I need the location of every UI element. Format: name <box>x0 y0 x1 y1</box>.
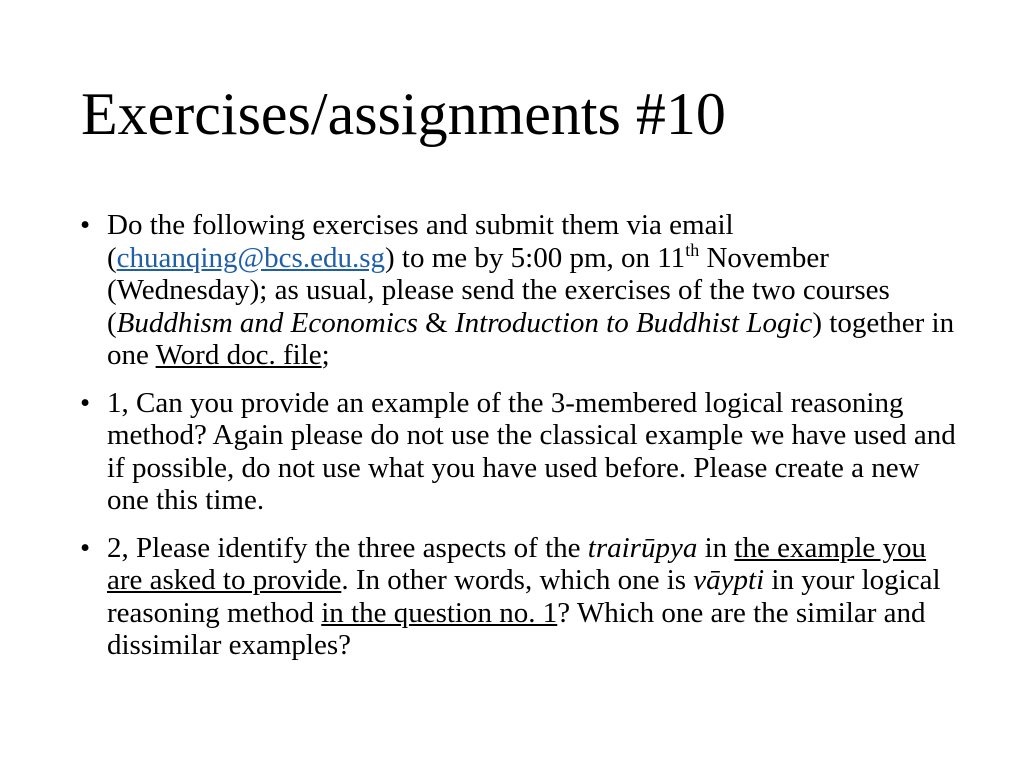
bullet-icon: • <box>80 386 91 419</box>
text-segment: . In other words, which one is <box>341 564 694 596</box>
underlined-phrase: in the question no. 1 <box>321 596 558 629</box>
text-segment: 2, Please identify the three aspects of the <box>107 531 588 564</box>
course-name-logic: Introduction to Buddhist Logic <box>454 306 813 339</box>
ordinal-superscript: th <box>685 239 700 260</box>
bullet-text <box>107 532 960 662</box>
text-segment: ) to me by 5:00 pm, on 11 <box>385 241 686 274</box>
text-segment: ? Which one are the similar and dissimilar examples? <box>107 596 926 661</box>
file-type-emphasis: Word doc. file <box>155 339 322 371</box>
course-name-economics: Buddhism and Economics <box>116 306 418 339</box>
text-segment: & <box>417 306 455 339</box>
text-segment: ; <box>321 339 330 371</box>
bullet-text <box>107 209 960 372</box>
email-link[interactable]: chuanqing@bcs.edu.sg <box>116 241 385 274</box>
text-segment: in <box>697 531 735 564</box>
text-segment: Do the following exercises and submit them via email ( <box>107 209 734 274</box>
bullet-item-question-1 <box>80 387 960 517</box>
bullet-icon: • <box>80 531 91 564</box>
bullet-item-submission <box>80 209 960 372</box>
bullet-text: 1, Can you provide an example of the 3-membered logical reasoning method? Again please do not use the classical example we have used and if possible, do not use what you have used before. Please create a new one this time. <box>107 386 956 516</box>
text-segment: in your logical reasoning method <box>107 564 941 629</box>
bullet-list <box>80 209 960 677</box>
bullet-icon: • <box>80 209 91 241</box>
text-segment: ) together in one <box>107 306 955 371</box>
term-trairupya: trairūpya <box>587 531 698 564</box>
slide-title: Exercises/assignments #10 <box>81 81 726 147</box>
underlined-phrase: the example you are asked to provide <box>107 531 927 596</box>
bullet-item-question-2 <box>80 532 960 662</box>
text-segment: November (Wednesday); as usual, please send the exercises of the two courses ( <box>107 241 890 339</box>
term-vaypti: vāypti <box>693 564 765 596</box>
